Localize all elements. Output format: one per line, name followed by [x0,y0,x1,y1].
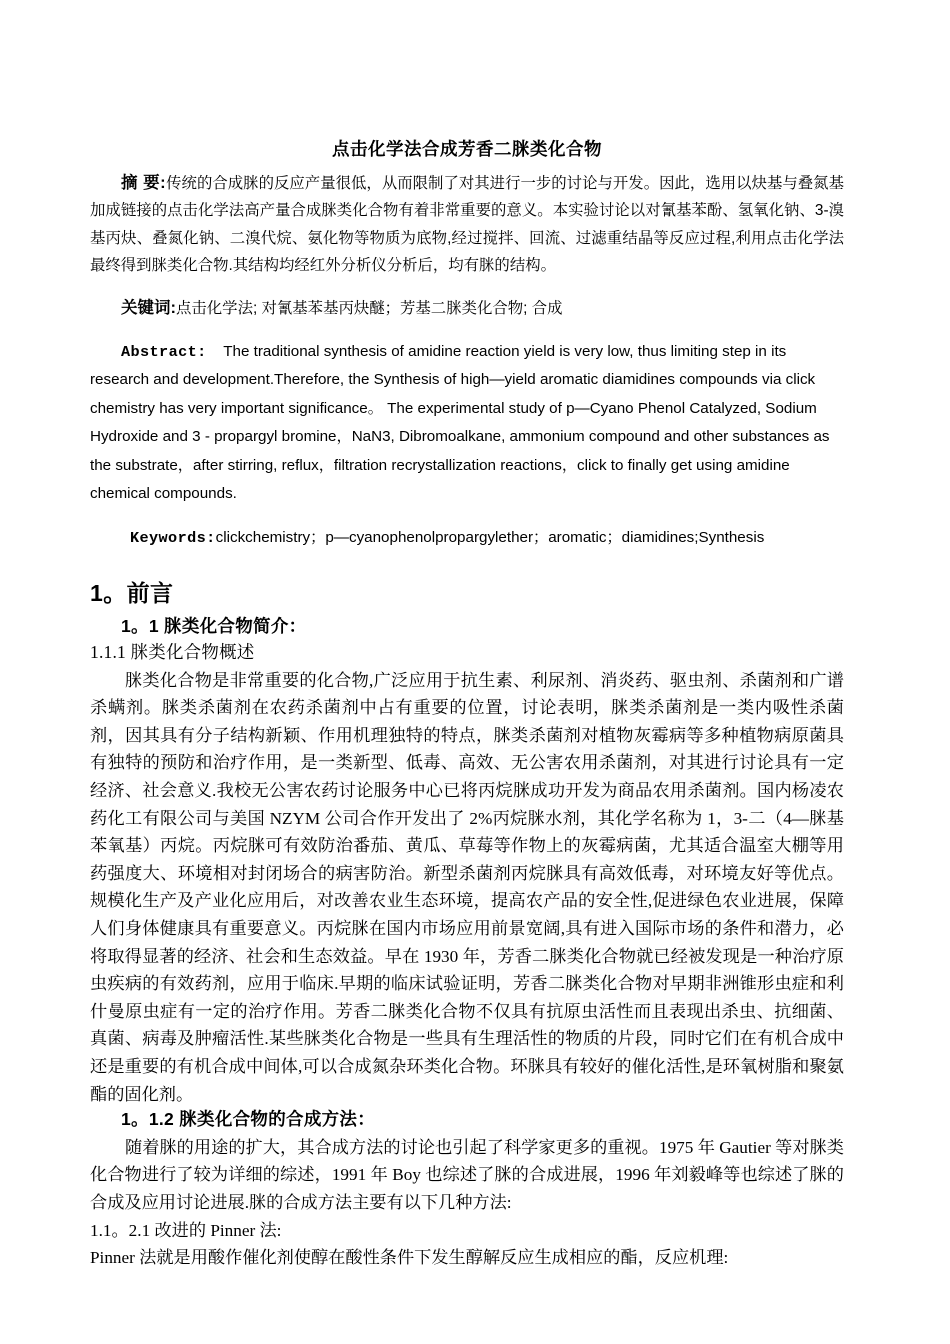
body-paragraph-2: 随着脒的用途的扩大，其合成方法的讨论也引起了科学家更多的重视。1975 年 Gautier 等对脒类化合物进行了较为详细的综述，1991 年 Boy 也综述了脒的合成进展，1996 年刘毅峰等也综述了脒的合成及应用讨论进展.脒的合成方法主要有以下几种方法: [90,1137,844,1212]
section-heading-1-1: 1。1 脒类化合物简介： [121,616,307,637]
body-paragraph-1: 脒类化合物是非常重要的化合物,广泛应用于抗生素、利尿剂、消炎药、驱虫剂、杀菌剂和广谱杀螨剂。脒类杀菌剂在农药杀菌剂中占有重要的位置，讨论表明，脒类杀菌剂是一类内吸性杀菌剂，因其具有分子结构新颖、作用机理独特的特点，脒类杀菌剂对植物灰霉病等多种植物病原菌具有独特的预防和治疗作用，是一类新型、低毒、高效、无公害农用杀菌剂，对其进行讨论具有一定经济、社会意义.我校无公害农药讨论服务中心已将丙烷脒成功开发为商品农用杀菌剂。国内杨凌农药化工有限公司与美国 NZYM 公司合作开发出了 2%丙烷脒水剂，其化学名称为 1，3-二（4—脒基苯氧基）丙烷。丙烷脒可有效防治番茄、黄瓜、草莓等作物上的灰霉病菌，尤其适合温室大棚等用药强度大、环境相对封闭场合的病害防治。新型杀菌剂丙烷脒具有高效低毒，对环境友好等优点。规模化生产及产业化应用后，对改善农业生态环境，提高农产品的安全性,促进绿色农业进展，保障人们身体健康具有重要意义。丙烷脒在国内市场应用前景宽阔,具有进入国际市场的条件和潜力，必将取得显著的经济、社会和生态效益。早在 1930 年，芳香二脒类化合物就已经被发现是一种治疗原虫疾病的有效药剂，应用于临床.早期的临床试验证明，芳香二脒类化合物对早期非洲锥形虫症和利什曼原虫症有一定的治疗作用。芳香二脒类化合物不仅具有抗原虫活性而且表现出杀虫、抗细菌、真菌、病毒及肿瘤活性.某些脒类化合物是一些具有生理活性的物质的片段，同时它们在有机合成中还是重要的有机合成中间体,可以合成氮杂环类化合物。环脒具有较好的催化活性,是环氧树脂和聚氨酯的固化剂。 [90,670,844,1104]
chinese-keywords-paragraph [90,295,844,322]
chinese-keywords-text: 点击化学法; 对氰基苯基丙炔醚；芳基二脒类化合物; 合成 [176,299,563,317]
english-abstract-label: Abstract: [121,342,207,361]
section-heading-1: 1。前言 [90,580,174,607]
document-title: 点击化学法合成芳香二脒类化合物 [332,139,602,159]
chinese-keywords-label: 关键词: [121,298,176,317]
subsection-text-pinner: Pinner 法就是用酸作催化剂使醇在酸性条件下发生醇解反应生成相应的酯，反应机理: [90,1248,729,1268]
english-keywords-text: clickchemistry；p—cyanophenolpropargylether；aromatic；diamidines;Synthesis [215,528,765,546]
english-keywords-label: Keywords: [130,528,216,547]
english-keywords-paragraph [90,524,844,553]
subsection-heading-pinner: 1.1。2.1 改进的 Pinner 法: [90,1220,282,1240]
section-heading-1-1-2: 1。1.2 脒类化合物的合成方法： [121,1109,376,1130]
english-abstract-text: The traditional synthesis of amidine reaction yield is very low, thus limiting step in its research and development.Therefore, the Synthesis of high—yield aromatic diamidines compounds via click chemistry has very important significance。 The experimental study of p—Cyano Phenol Catalyzed, Sodium Hydroxide and 3 - propargyl bromine，NaN3, Dibromoalkane, ammonium compound and other substances as the substrate，after stirring, reflux，filtration recrystallization reactions，click to finally get using amidine chemical compounds. [90,342,834,503]
section-heading-1-1-1: 1.1.1 脒类化合物概述 [90,642,255,663]
page-content [90,0,844,1272]
chinese-abstract-label: 摘 要: [121,173,167,192]
english-abstract-paragraph [90,338,844,509]
chinese-abstract-text: 传统的合成脒的反应产量很低，从而限制了对其进行一步的讨论与开发。因此，选用以炔基与叠氮基加成链接的点击化学法高产量合成脒类化合物有着非常重要的意义。本实验讨论以对氰基苯酚、氢氧化钠、3-溴基丙炔、叠氮化钠、二溴代烷、氨化物等物质为底物,经过搅拌、回流、过滤重结晶等反应过程,利用点击化学法最终得到脒类化合物.其结构均经红外分析仪分析后，均有脒的结构。 [90,174,844,275]
chinese-abstract-paragraph [90,170,844,280]
